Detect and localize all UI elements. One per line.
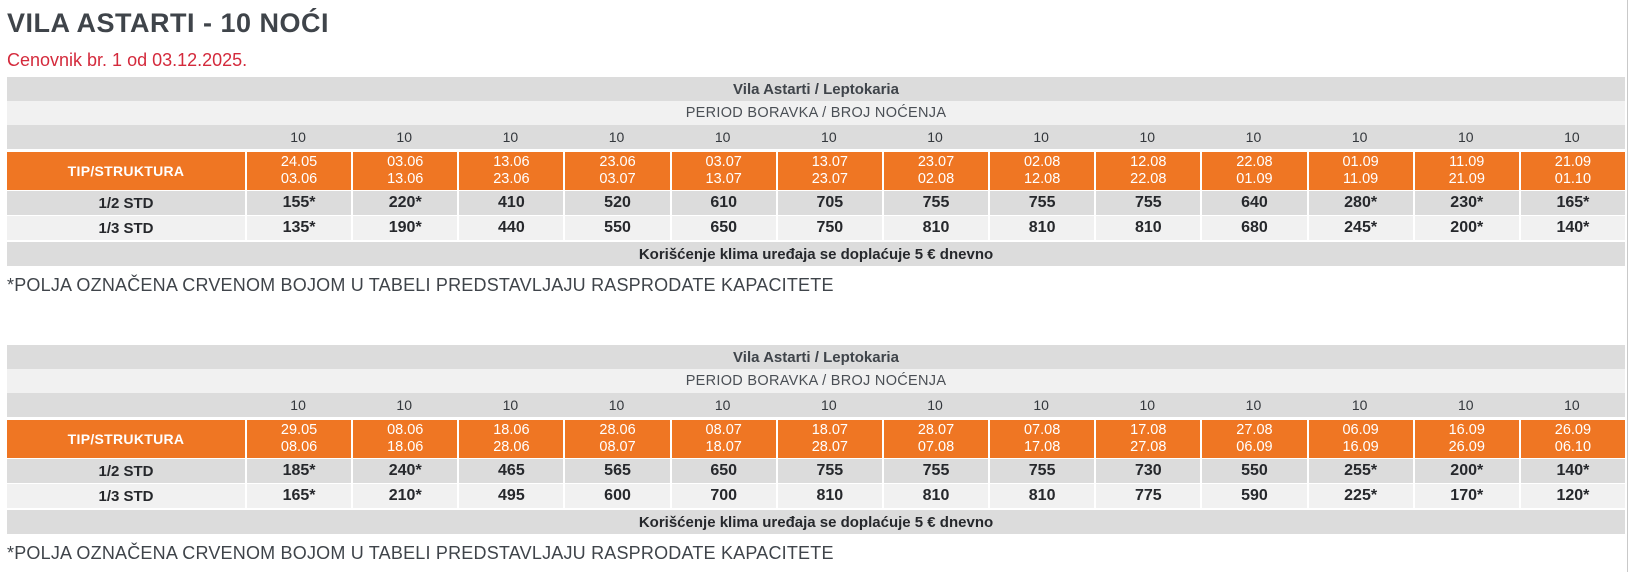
- price-cell: 155*: [245, 191, 351, 215]
- price-cell: 165*: [245, 484, 351, 508]
- price-cell: 200*: [1413, 216, 1519, 240]
- period-date-cell: [882, 152, 988, 190]
- period-date-from: 24.05: [280, 154, 318, 170]
- nights-count-cell: 10: [927, 397, 943, 413]
- period-date-cell: [351, 152, 457, 190]
- period-date-to: 13.06: [387, 171, 424, 187]
- nights-count-cell: 10: [714, 397, 731, 413]
- aircon-surcharge-note-row: Korišćenje klima uređaja se doplaćuje 5 € dnevno: [7, 510, 1625, 534]
- period-date-cell: [670, 420, 776, 458]
- price-cell: 190*: [351, 216, 457, 240]
- price-cell: 520: [563, 191, 669, 215]
- period-date-cell: [351, 420, 457, 458]
- price-cell: 775: [1094, 484, 1200, 508]
- period-date-from: 23.06: [599, 154, 636, 170]
- period-date-from: 13.07: [811, 154, 848, 170]
- price-cell: 185*: [245, 459, 351, 483]
- price-cell: 245*: [1307, 216, 1413, 240]
- price-cell: 810: [776, 484, 882, 508]
- period-date-cell: [776, 420, 882, 458]
- price-cell: 220*: [351, 191, 457, 215]
- price-row: [7, 459, 1625, 483]
- nights-count-cell: 10: [1351, 397, 1368, 413]
- price-cell: 810: [882, 484, 988, 508]
- page-right-border: [1627, 0, 1628, 572]
- period-date-cell: [457, 420, 563, 458]
- period-date-from: 03.06: [387, 154, 424, 170]
- price-cell: 650: [670, 216, 776, 240]
- period-date-to: 21.09: [1448, 171, 1485, 187]
- period-date-to: 18.06: [387, 439, 424, 455]
- period-date-from: 03.07: [705, 154, 742, 170]
- period-date-from: 06.09: [1342, 422, 1379, 438]
- period-date-to: 06.09: [1236, 439, 1273, 455]
- period-date-from: 12.08: [1130, 154, 1167, 170]
- nights-row-spacer: [7, 393, 245, 417]
- period-date-cell: [457, 152, 563, 190]
- period-date-cell: [1307, 420, 1413, 458]
- price-table-first-turnus: [7, 77, 1625, 266]
- period-date-cell: [988, 152, 1094, 190]
- period-date-to: 12.08: [1023, 171, 1061, 187]
- nights-count-cell: 10: [1033, 397, 1049, 413]
- price-cell: 210*: [351, 484, 457, 508]
- room-type-label: 1/2 STD: [98, 194, 154, 212]
- price-cell: 565: [563, 459, 669, 483]
- nights-count-cell: 10: [1564, 129, 1580, 145]
- period-date-from: 17.08: [1130, 422, 1167, 438]
- price-cell: 550: [1200, 459, 1306, 483]
- period-date-to: 13.07: [705, 171, 742, 187]
- nights-count-cell: 10: [396, 397, 412, 413]
- nights-count-cell: 10: [290, 129, 306, 145]
- nights-count-cell: 10: [1033, 129, 1049, 145]
- aircon-surcharge-note-row: Korišćenje klima uređaja se doplaćuje 5 € dnevno: [7, 242, 1625, 266]
- period-date-cell: [1519, 420, 1625, 458]
- period-date-from: 11.09: [1449, 154, 1485, 170]
- price-cell: 755: [882, 191, 988, 215]
- nights-count-cell: 10: [821, 397, 837, 413]
- nights-count-cell: 10: [396, 129, 412, 145]
- period-date-to: 03.06: [280, 171, 318, 187]
- price-row: [7, 484, 1625, 508]
- period-date-to: 01.10: [1554, 171, 1592, 187]
- price-cell: 810: [988, 216, 1094, 240]
- period-date-to: 03.07: [599, 171, 636, 187]
- price-cell: 640: [1200, 191, 1306, 215]
- period-date-cell: [1094, 152, 1200, 190]
- period-date-to: 16.09: [1342, 439, 1379, 455]
- price-cell: 610: [670, 191, 776, 215]
- period-date-from: 08.07: [705, 422, 742, 438]
- period-date-from: 18.07: [811, 422, 848, 438]
- nights-count-cell: 10: [714, 129, 731, 145]
- period-date-cell: [1200, 420, 1306, 458]
- nights-count-cell: 10: [1245, 397, 1262, 413]
- period-date-cell: [1200, 152, 1306, 190]
- nights-count-cell: 10: [927, 129, 943, 145]
- sold-out-note-2: *POLJA OZNAČENA CRVENOM BOJOM U TABELI PREDSTAVLJAJU RASPRODATE KAPACITETE: [7, 543, 834, 563]
- period-date-cell: [1094, 420, 1200, 458]
- period-date-from: 27.08: [1236, 422, 1273, 438]
- price-cell: 140*: [1519, 216, 1625, 240]
- period-date-from: 23.07: [917, 154, 955, 170]
- room-type-label: 1/3 STD: [98, 487, 154, 505]
- period-date-to: 26.09: [1448, 439, 1485, 455]
- room-type-label: 1/3 STD: [98, 219, 154, 237]
- price-cell: 755: [988, 459, 1094, 483]
- nights-count-cell: 10: [1245, 129, 1262, 145]
- price-cell: 495: [457, 484, 563, 508]
- price-cell: 230*: [1413, 191, 1519, 215]
- price-cell: 810: [1094, 216, 1200, 240]
- period-date-from: 01.09: [1342, 154, 1379, 170]
- price-cell: 140*: [1519, 459, 1625, 483]
- period-date-cell: [245, 420, 351, 458]
- price-cell: 755: [1094, 191, 1200, 215]
- nights-count-cell: 10: [1564, 397, 1580, 413]
- period-date-to: 28.07: [811, 439, 848, 455]
- period-date-from: 22.08: [1236, 154, 1273, 170]
- period-date-cell: [670, 152, 776, 190]
- price-cell: 135*: [245, 216, 351, 240]
- period-date-to: 11.09: [1343, 171, 1379, 187]
- period-date-to: 06.10: [1554, 439, 1592, 455]
- price-cell: 590: [1200, 484, 1306, 508]
- price-cell: 810: [988, 484, 1094, 508]
- nights-count-cell: 10: [290, 397, 306, 413]
- price-table-second-turnus: [7, 345, 1625, 534]
- nights-row: [7, 393, 1625, 417]
- period-date-to: 08.06: [280, 439, 318, 455]
- nights-count-cell: 10: [1457, 397, 1474, 413]
- price-cell: 730: [1094, 459, 1200, 483]
- tip-struktura-label: TIP/STRUKTURA: [67, 163, 185, 179]
- period-date-to: 02.08: [917, 171, 955, 187]
- nights-count-cell: 10: [1351, 129, 1368, 145]
- nights-count-cell: 10: [608, 129, 625, 145]
- period-header-row: PERIOD BORAVKA / BROJ NOĆENJA: [7, 369, 1625, 393]
- pricelist-subtitle: Cenovnik br. 1 od 03.12.2025.: [7, 50, 248, 70]
- period-date-cell: [1307, 152, 1413, 190]
- venue-header-row: Vila Astarti / Leptokaria: [7, 345, 1625, 369]
- period-date-to: 22.08: [1130, 171, 1167, 187]
- nights-count-cell: 10: [1457, 129, 1474, 145]
- price-cell: 410: [457, 191, 563, 215]
- period-date-cell: [988, 420, 1094, 458]
- period-date-to: 17.08: [1023, 439, 1061, 455]
- period-date-to: 23.06: [493, 171, 530, 187]
- price-row: [7, 216, 1625, 240]
- period-date-from: 08.06: [387, 422, 424, 438]
- price-cell: 240*: [351, 459, 457, 483]
- price-cell: 550: [563, 216, 669, 240]
- nights-count-cell: 10: [1139, 129, 1156, 145]
- price-cell: 280*: [1307, 191, 1413, 215]
- nights-count-cell: 10: [608, 397, 625, 413]
- price-cell: 810: [882, 216, 988, 240]
- period-date-to: 08.07: [599, 439, 636, 455]
- nights-count-cell: 10: [502, 129, 519, 145]
- price-cell: 465: [457, 459, 563, 483]
- price-cell: 755: [882, 459, 988, 483]
- price-cell: 120*: [1519, 484, 1625, 508]
- price-cell: 170*: [1413, 484, 1519, 508]
- period-date-from: 13.06: [493, 154, 530, 170]
- period-date-from: 29.05: [280, 422, 318, 438]
- tip-struktura-label: TIP/STRUKTURA: [67, 431, 185, 447]
- period-date-from: 16.09: [1448, 422, 1485, 438]
- period-date-to: 07.08: [917, 439, 955, 455]
- nights-row: [7, 125, 1625, 149]
- period-columns-row: [7, 152, 1625, 190]
- period-date-to: 28.06: [493, 439, 530, 455]
- price-cell: 200*: [1413, 459, 1519, 483]
- price-cell: 600: [563, 484, 669, 508]
- nights-count-cell: 10: [821, 129, 837, 145]
- period-date-to: 27.08: [1130, 439, 1167, 455]
- venue-header-row: Vila Astarti / Leptokaria: [7, 77, 1625, 101]
- page-title: VILA ASTARTI - 10 NOĆI: [7, 8, 330, 38]
- price-cell: 755: [776, 459, 882, 483]
- period-date-from: 26.09: [1554, 422, 1592, 438]
- price-cell: 165*: [1519, 191, 1625, 215]
- period-date-cell: [563, 420, 669, 458]
- nights-row-spacer: [7, 125, 245, 149]
- period-date-cell: [1519, 152, 1625, 190]
- period-date-cell: [245, 152, 351, 190]
- period-columns-row: [7, 420, 1625, 458]
- period-date-from: 02.08: [1023, 154, 1061, 170]
- nights-count-cell: 10: [1139, 397, 1156, 413]
- price-cell: 705: [776, 191, 882, 215]
- nights-count-cell: 10: [502, 397, 519, 413]
- price-cell: 750: [776, 216, 882, 240]
- period-date-from: 28.06: [599, 422, 636, 438]
- price-cell: 440: [457, 216, 563, 240]
- price-cell: 225*: [1307, 484, 1413, 508]
- period-date-from: 18.06: [493, 422, 530, 438]
- period-date-cell: [776, 152, 882, 190]
- price-cell: 700: [670, 484, 776, 508]
- period-date-from: 07.08: [1023, 422, 1061, 438]
- price-cell: 255*: [1307, 459, 1413, 483]
- sold-out-note-1: *POLJA OZNAČENA CRVENOM BOJOM U TABELI PREDSTAVLJAJU RASPRODATE KAPACITETE: [7, 275, 834, 295]
- period-date-cell: [1413, 420, 1519, 458]
- period-date-cell: [563, 152, 669, 190]
- price-cell: 755: [988, 191, 1094, 215]
- period-date-from: 21.09: [1554, 154, 1592, 170]
- period-date-cell: [1413, 152, 1519, 190]
- price-cell: 680: [1200, 216, 1306, 240]
- period-date-from: 28.07: [917, 422, 955, 438]
- period-date-to: 01.09: [1236, 171, 1273, 187]
- period-header-row: PERIOD BORAVKA / BROJ NOĆENJA: [7, 101, 1625, 125]
- period-date-to: 18.07: [705, 439, 742, 455]
- period-date-to: 23.07: [811, 171, 848, 187]
- price-row: [7, 191, 1625, 215]
- period-date-cell: [882, 420, 988, 458]
- room-type-label: 1/2 STD: [98, 462, 154, 480]
- price-cell: 650: [670, 459, 776, 483]
